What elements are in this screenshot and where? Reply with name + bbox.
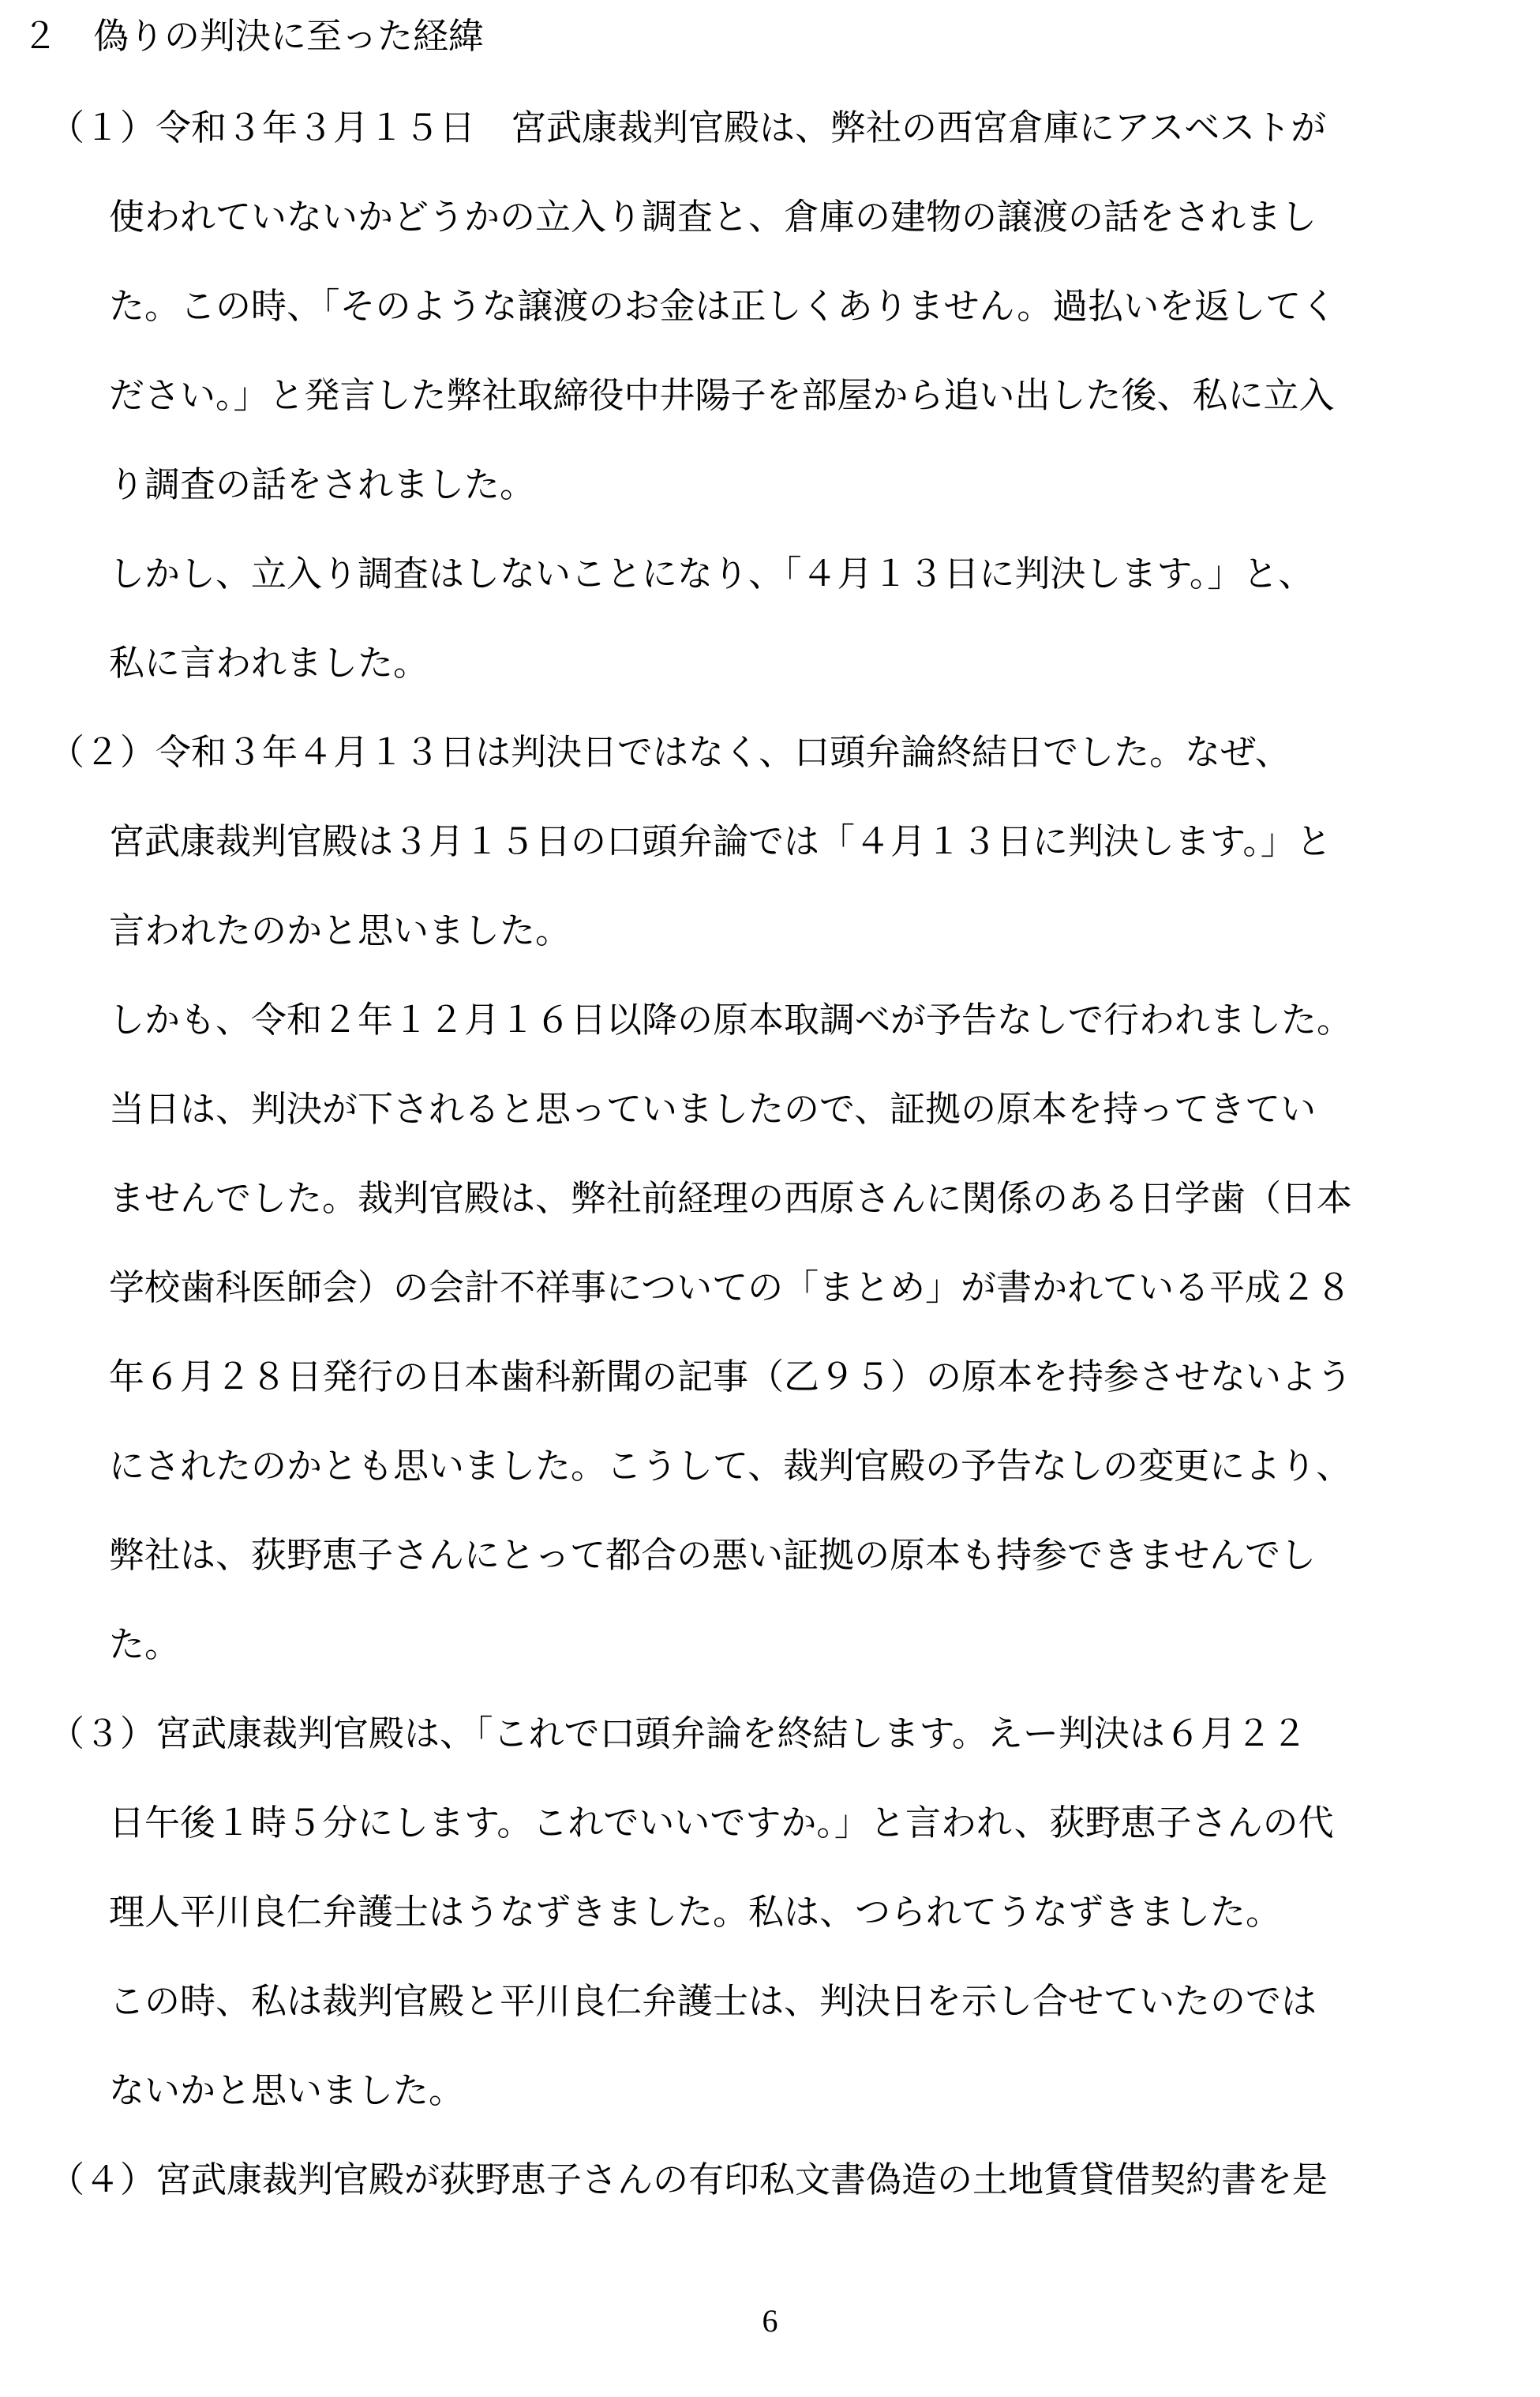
item-3-line-2: 日午後１時５分にします。これでいいですか。」と言われ、荻野恵子さんの代: [109, 1802, 1334, 1844]
item-3-line-1: （３）宮武康裁判官殿は、「これで口頭弁論を終結します。えー判決は６月２２: [49, 1712, 1307, 1754]
item-1-line-6: しかし、立入り調査はしないことになり、「４月１３日に判決します。」と、: [109, 553, 1314, 595]
item-2-line-7: 学校歯科医師会）の会計不祥事についての「まとめ」が書かれている平成２８: [109, 1266, 1352, 1308]
item-1-line-1: （１）令和３年３月１５日 宮武康裁判官殿は、弊社の西宮倉庫にアスベストが: [49, 107, 1327, 148]
item-3-line-4: この時、私は裁判官殿と平川良仁弁護士は、判決日を示し合せていたのでは: [109, 1980, 1317, 2022]
item-1-line-5: り調査の話をされました。: [109, 463, 536, 505]
item-2-line-3: 言われたのかと思いました。: [109, 910, 571, 951]
item-1-line-3: た。この時、「そのような譲渡のお金は正しくありません。過払いを返してく: [109, 285, 1337, 327]
page-number: 6: [762, 2303, 778, 2339]
item-2-line-5: 当日は、判決が下されると思っていましたので、証拠の原本を持ってきてい: [109, 1088, 1317, 1130]
item-2-line-9: にされたのかとも思いました。こうして、裁判官殿の予告なしの変更により、: [109, 1445, 1352, 1487]
item-2-line-8: 年６月２８日発行の日本歯科新聞の記事（乙９５）の原本を持参させないよう: [109, 1356, 1353, 1397]
item-2-line-4: しかも、令和２年１２月１６日以降の原本取調べが予告なしで行われました。: [109, 999, 1353, 1041]
item-1-line-2: 使われていないかどうかの立入り調査と、倉庫の建物の譲渡の話をされまし: [109, 196, 1317, 238]
item-2-line-1: （２）令和３年４月１３日は判決日ではなく、口頭弁論終結日でした。なぜ、: [49, 731, 1291, 773]
item-2-line-2: 宮武康裁判官殿は３月１５日の口頭弁論では「４月１３日に判決します。」と: [109, 820, 1332, 862]
item-1-line-7: 私に言われました。: [109, 642, 429, 684]
section-heading: ２ 偽りの判決に至った経緯: [22, 15, 485, 57]
item-2-line-11: た。: [109, 1623, 181, 1665]
item-3-line-3: 理人平川良仁弁護士はうなずきました。私は、つられてうなずきました。: [109, 1891, 1282, 1933]
item-4-line-1: （４）宮武康裁判官殿が荻野恵子さんの有印私文書偽造の土地賃貸借契約書を是: [49, 2159, 1328, 2200]
item-1-line-4: ださい。」と発言した弊社取締役中井陽子を部屋から追い出した後、私に立入: [109, 374, 1335, 416]
item-3-line-5: ないかと思いました。: [109, 2069, 465, 2111]
item-2-line-6: ませんでした。裁判官殿は、弊社前経理の西原さんに関係のある日学歯（日本: [109, 1177, 1353, 1219]
item-2-line-10: 弊社は、荻野恵子さんにとって都合の悪い証拠の原本も持参できませんでし: [109, 1534, 1317, 1576]
